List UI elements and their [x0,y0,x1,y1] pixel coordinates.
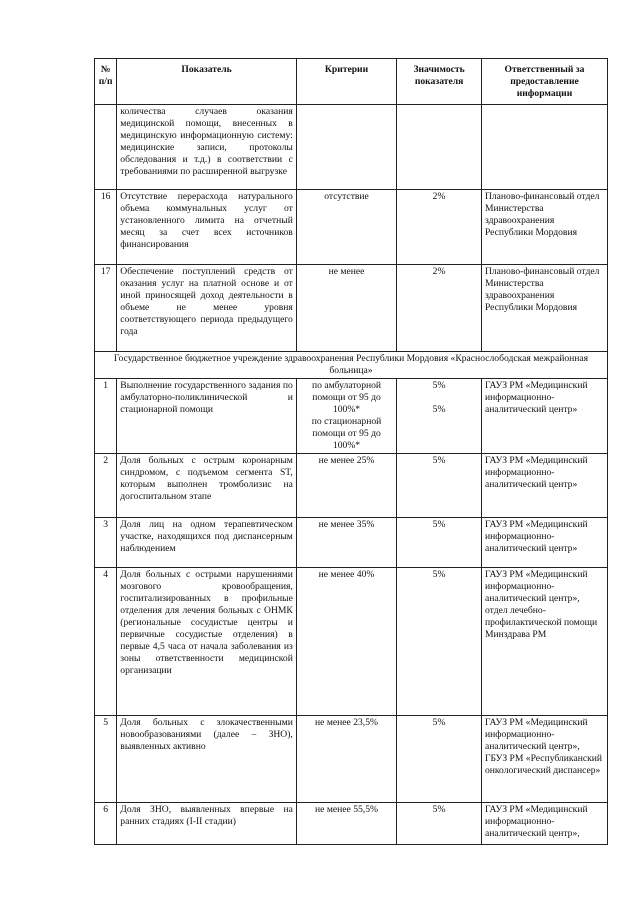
weight-cell: 5% [397,716,482,803]
criteria-cell: отсутствие [296,190,396,265]
indicators-table [94,58,608,845]
row-number: 1 [95,379,117,454]
weight-cell: 5% [397,518,482,568]
indicator-cell: Отсутствие перерасхода натурального объема коммунальных услуг от установленного лимита на отчетный месяц за счет всех источников финансирования [117,190,297,265]
indicator-cell: Доля ЗНО, выявленных впервые на ранних стадиях (I-II стадии) [117,803,297,845]
header-number: № п/п [95,59,117,105]
row-number: 6 [95,803,117,845]
criteria-cell: не менее 55,5% [296,803,396,845]
criteria-cell: не менее 23,5% [296,716,396,803]
header-weight: Значимость показателя [397,59,482,105]
responsible-cell: ГАУЗ РМ «Медицинский информационно-аналитический центр» [481,518,607,568]
indicator-cell: количества случаев оказания медицинской помощи, внесенных в медицинскую информационную систему: медицинские записи, протоколы обследования и т.д.) в соответствии с требованиями по расширенной выгрузке [117,105,297,190]
criteria-cell: не менее 40% [296,568,396,716]
table-row [95,379,608,454]
table-row [95,518,608,568]
table-row [95,265,608,352]
criteria-outpatient: по амбулаторной помощи от 95 до 100%* [311,380,382,415]
criteria-cell: не менее 35% [296,518,396,568]
section-header-row [95,352,608,379]
section-title: Государственное бюджетное учреждение здравоохранения Республики Мордовия «Краснослободская межрайонная больница» [95,352,608,379]
header-indicator: Показатель [117,59,297,105]
criteria-cell: не менее [296,265,396,352]
responsible-cell: ГАУЗ РМ «Медицинский информационно-аналитический центр» [481,379,607,454]
header-criteria: Критерии [296,59,396,105]
table-row [95,105,608,190]
table-row [95,190,608,265]
criteria-cell [296,379,396,454]
criteria-cell: не менее 25% [296,454,396,518]
weight-cell: 2% [397,190,482,265]
row-number: 3 [95,518,117,568]
responsible-cell: ГАУЗ РМ «Медицинский информационно-аналитический центр», отдел лечебно-профилактической помощи Минздрава РМ [481,568,607,716]
row-number: 2 [95,454,117,518]
table-row [95,803,608,845]
weight-cell: 2% [397,265,482,352]
table-row [95,568,608,716]
weight-cell: 5% [397,454,482,518]
responsible-cell: ГАУЗ РМ «Медицинский информационно-аналитический центр», [481,803,607,845]
table-header-row [95,59,608,105]
weight-cell [397,379,482,454]
header-responsible: Ответственный за предоставление информации [481,59,607,105]
weight-inpatient: 5% [432,404,446,415]
responsible-cell: Планово-финансовый отдел Министерства здравоохранения Республики Мордовия [481,190,607,265]
responsible-cell: ГАУЗ РМ «Медицинский информационно-аналитический центр» [481,454,607,518]
criteria-inpatient: по стационарной помощи от 95 до 100%* [311,416,382,451]
row-number: 4 [95,568,117,716]
responsible-cell: ГАУЗ РМ «Медицинский информационно-аналитический центр», ГБУЗ РМ «Республиканский онкологический диспансер» [481,716,607,803]
table-row [95,454,608,518]
indicator-cell: Доля больных с злокачественными новообразованиями (далее – ЗНО), выявленных активно [117,716,297,803]
weight-cell: 5% [397,568,482,716]
indicator-cell: Обеспечение поступлений средств от оказания услуг на платной основе и от иной приносящей доход деятельности в объеме не менее уровня соответствующего периода предыдущего года [117,265,297,352]
indicator-cell: Доля лиц на одном терапевтическом участке, находящихся под диспансерным наблюдением [117,518,297,568]
responsible-cell: Планово-финансовый отдел Министерства здравоохранения Республики Мордовия [481,265,607,352]
table-row [95,716,608,803]
row-number: 16 [95,190,117,265]
indicator-cell: Доля больных с острыми нарушениями мозгового кровообращения, госпитализированных в профильные отделения для лечения больных с ОНМК (региональные сосудистые центры и первичные сосудистые отделения) в первые 4,5 часа от начала заболевания из зоны ответственности медицинской организации [117,568,297,716]
indicator-cell: Выполнение государственного задания по амбулаторно-поликлинической и стационарной помощи [117,379,297,454]
row-number: 17 [95,265,117,352]
row-number: 5 [95,716,117,803]
weight-outpatient: 5% [432,380,446,391]
indicator-cell: Доля больных с острым коронарным синдромом, с подъемом сегмента ST, которым выполнен тромболизис на догоспитальном этапе [117,454,297,518]
weight-cell: 5% [397,803,482,845]
